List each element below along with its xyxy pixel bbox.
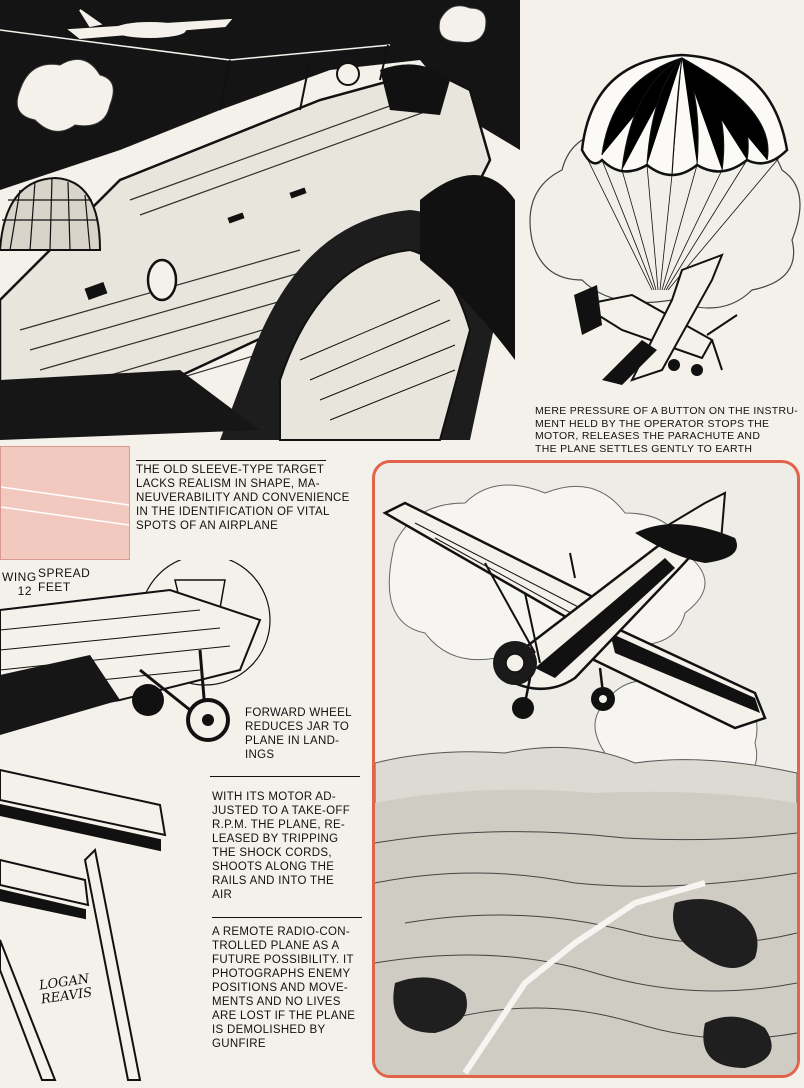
launch-rails bbox=[0, 770, 165, 1080]
caption-takeoff: WITH ITS MOTOR AD- JUSTED TO A TAKE-OFF R.P.M. THE PLANE, RE- LEASED BY TRIPPING THE SHOCK CORDS, SHOOTS ALONG THE RAILS AND INTO THE AIR bbox=[212, 791, 351, 901]
caption-forward-wheel: FORWARD WHEEL REDUCES JAR TO PLANE IN LAND- INGS bbox=[245, 707, 352, 761]
caption-rule bbox=[212, 917, 362, 918]
radio-plane-drawing bbox=[375, 463, 797, 1075]
gun-turret-icon bbox=[0, 178, 100, 250]
caption-radio-plane: A REMOTE RADIO-CON- TROLLED PLANE AS A FUTURE POSSIBILITY. IT PHOTOGRAPHS ENEMY POSITIONS AND MOVE- MENTS AND NO LIVES ARE LOST IF THE PLANE IS DEMOLISHED BY GUNFIRE bbox=[212, 926, 356, 1050]
radio-plane-illustration bbox=[372, 460, 800, 1078]
caption-sleeve-target: THE OLD SLEEVE-TYPE TARGET LACKS REALISM IN SHAPE, MA- NEUVERABILITY AND CONVENIENCE IN THE IDENTIFICATION OF VITAL SPOTS OF AN AIRPLANE bbox=[136, 464, 350, 532]
caption-rule bbox=[210, 776, 360, 777]
caption-parachute: MERE PRESSURE OF A BUTTON ON THE INSTRU- MENT HELD BY THE OPERATOR STOPS THE MOTOR, RELEASES THE PARACHUTE AND THE PLANE SETTLES GENTLY TO EARTH bbox=[535, 405, 799, 455]
bomber-drawing bbox=[0, 0, 520, 448]
wing-label-left: WING 12 bbox=[2, 570, 37, 598]
sleeve-target-illustration bbox=[0, 446, 130, 560]
sleeve-target-drawing bbox=[1, 447, 129, 559]
parachute-illustration bbox=[522, 40, 804, 400]
parachute-drawing bbox=[522, 40, 804, 400]
caption-rule bbox=[136, 460, 326, 461]
wing-label-right: SPREAD FEET bbox=[38, 566, 91, 594]
artist-signature: LOGAN REAVIS bbox=[38, 971, 94, 1008]
bomber-illustration bbox=[0, 0, 520, 448]
